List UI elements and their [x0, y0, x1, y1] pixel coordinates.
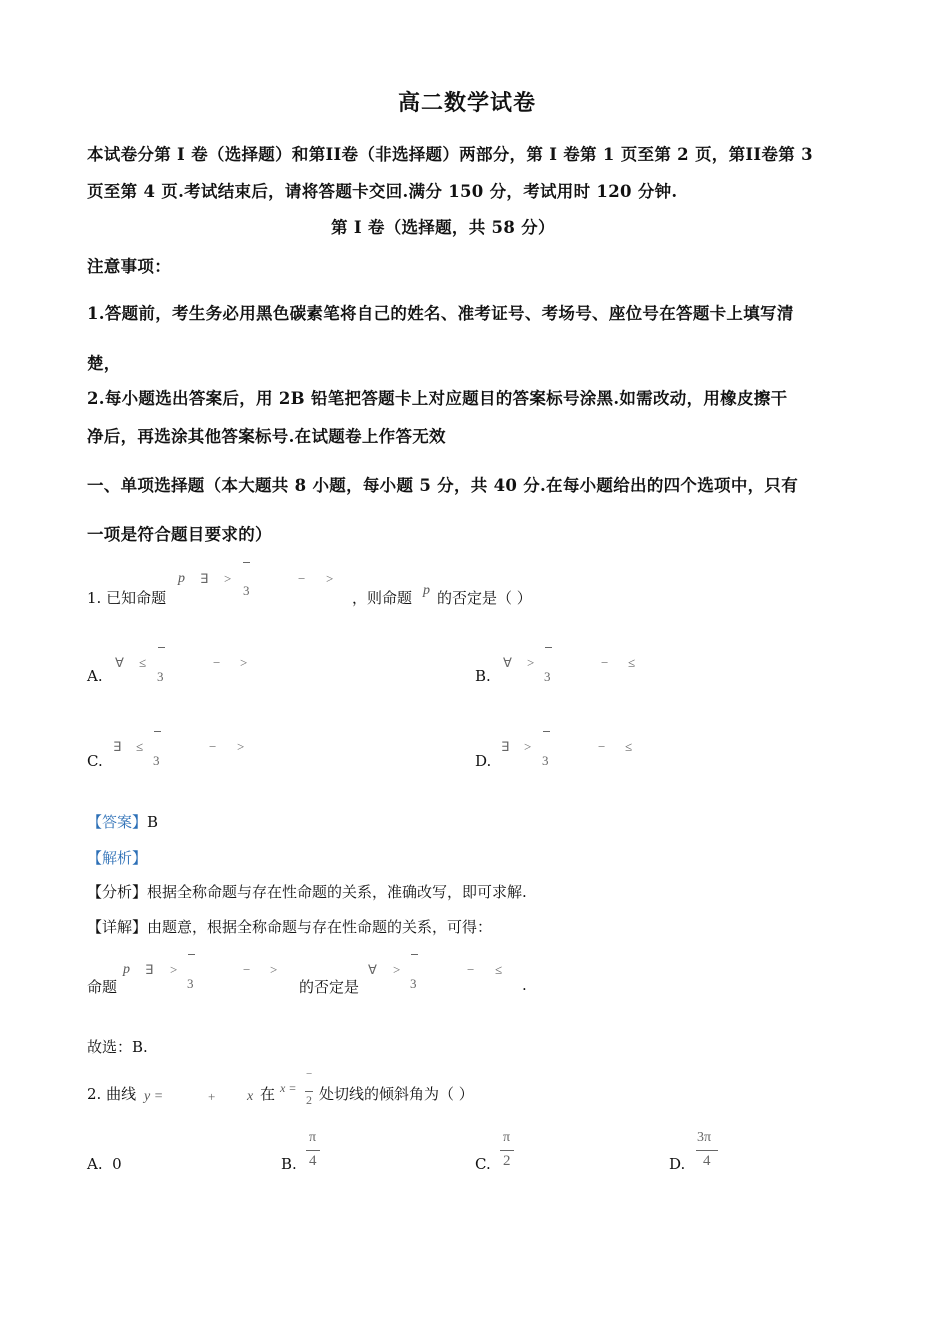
q1-math-three: 3	[243, 583, 250, 598]
q2-suffix: 处切线的倾斜角为（ ）	[319, 1085, 474, 1103]
q1-b-le: ≤	[628, 655, 636, 670]
note-1-line-2: 楚，	[87, 354, 121, 373]
detail-gt: >	[170, 962, 178, 977]
detail-foudingshi: 的否定是	[299, 978, 360, 996]
q1-d-three: 3	[542, 753, 549, 768]
analysis-tag: 【解析】	[87, 849, 148, 867]
q2-c-num: π	[503, 1130, 511, 1145]
q1-a-le: ≤	[139, 655, 147, 670]
q2-fraction-bar	[305, 1091, 313, 1092]
q2-plus: +	[208, 1089, 216, 1104]
q2-option-a-value: 0	[112, 1155, 122, 1173]
q1-d-le: ≤	[625, 739, 633, 754]
notes-heading: 注意事项：	[87, 257, 171, 276]
q2-minus: −	[306, 1068, 313, 1080]
q1-math-fraction-bar	[243, 562, 250, 563]
fenxi-tag: 【分析】	[87, 883, 148, 901]
q2-x: x	[247, 1089, 254, 1104]
q2-option-a	[87, 1155, 122, 1173]
q2-option-a-label: A.	[87, 1155, 103, 1173]
detail-le: ≤	[495, 962, 503, 977]
q2-two: 2	[306, 1093, 312, 1107]
q1-math-dash: −	[298, 571, 306, 586]
q2-b-fraction-bar	[306, 1150, 320, 1151]
q2-d-num: 3π	[697, 1130, 712, 1145]
note-2-line-1: 2.每小题选出答案后，用 2B 铅笔把答题卡上对应题目的答案标号涂黑.如需改动，用橡皮擦干	[87, 389, 788, 408]
q1-math-p: p	[178, 571, 185, 586]
q1-a-forall: ∀	[115, 655, 124, 670]
detail-mingti: 命题	[87, 978, 118, 996]
q1-math-exists: ∃	[200, 571, 209, 586]
q1-c-fraction-bar	[154, 731, 161, 732]
q1-b-three: 3	[544, 669, 551, 684]
detail-p: p	[123, 962, 130, 977]
note-1-line-1: 1.答题前，考生务必用黑色碳素笔将自己的姓名、准考证号、考场号、座位号在答题卡上填写清	[87, 304, 794, 323]
answer-tag: 【答案】	[87, 813, 148, 831]
q1-a-gt: >	[240, 655, 248, 670]
detail-three: 3	[187, 976, 194, 991]
q1-prefix: 1. 已知命题	[87, 589, 167, 607]
q1-c-exists: ∃	[113, 739, 122, 754]
q1-math-p-2: p	[423, 583, 430, 598]
intro-line-2: 页至第 4 页.考试结束后，请将答题卡交回.满分 150 分，考试用时 120 分钟.	[87, 182, 678, 201]
detail-three-2: 3	[410, 976, 417, 991]
q1-option-c-label: C.	[87, 752, 103, 770]
q1-middle: ，则命题	[352, 589, 413, 607]
guxuan: 故选：B.	[87, 1038, 148, 1056]
q1-d-fraction-bar	[543, 731, 550, 732]
xiangjie-tag: 【详解】	[87, 918, 148, 936]
detail-dash-2: −	[467, 962, 475, 977]
fenxi-row	[87, 881, 527, 902]
q2-prefix: 2. 曲线	[87, 1085, 137, 1103]
note-2-line-2: 净后，再选涂其他答案标号.在试题卷上作答无效	[87, 427, 446, 446]
q2-c-den: 2	[503, 1153, 511, 1169]
q1-b-forall: ∀	[503, 655, 512, 670]
part1-heading: 第 I 卷（选择题，共 58 分）	[331, 218, 555, 237]
detail-gt-3: >	[393, 962, 401, 977]
q2-y-eq: y =	[144, 1089, 164, 1104]
q2-x-eq: x =	[280, 1081, 297, 1095]
intro-line-1: 本试卷分第 I 卷（选择题）和第II卷（非选择题）两部分，第 I 卷第 1 页至第 2 页，第II卷第 3	[87, 145, 813, 164]
q1-c-dash: −	[209, 739, 217, 754]
q1-math-gt: >	[224, 571, 232, 586]
q1-d-gt: >	[524, 739, 532, 754]
q1-d-exists: ∃	[501, 739, 510, 754]
page-title: 高二数学试卷	[398, 90, 537, 116]
q2-option-c-label: C.	[475, 1155, 491, 1173]
q2-option-d-label: D.	[669, 1155, 686, 1173]
q2-d-fraction-bar	[696, 1150, 718, 1151]
detail-fraction-bar-1	[188, 954, 195, 955]
q1-b-gt: >	[527, 655, 535, 670]
q1-c-three: 3	[153, 753, 160, 768]
q1-a-fraction-bar	[158, 647, 165, 648]
q2-b-den: 4	[309, 1153, 317, 1169]
detail-gt-2: >	[270, 962, 278, 977]
q1-a-dash: −	[213, 655, 221, 670]
q1-c-gt: >	[237, 739, 245, 754]
q1-a-three: 3	[157, 669, 164, 684]
detail-dash: −	[243, 962, 251, 977]
q2-d-den: 4	[703, 1153, 711, 1169]
q1-option-d-label: D.	[475, 752, 492, 770]
q1-d-dash: −	[598, 739, 606, 754]
detail-exists: ∃	[145, 962, 154, 977]
q1-b-dash: −	[601, 655, 609, 670]
section-1-line-2: 一项是符合题目要求的）	[87, 525, 272, 544]
q2-c-fraction-bar	[500, 1150, 514, 1151]
q2-b-num: π	[309, 1130, 317, 1145]
q1-c-le: ≤	[136, 739, 144, 754]
q2-option-b-label: B.	[281, 1155, 297, 1173]
q1-answer-row	[87, 811, 158, 832]
answer-value: B	[147, 813, 159, 831]
section-1-line-1: 一、单项选择题（本大题共 8 小题，每小题 5 分，共 40 分.在每小题给出的四个选项中，只有	[87, 476, 799, 495]
q1-option-b-label: B.	[475, 667, 491, 685]
q1-math-gt-2: >	[326, 571, 334, 586]
q2-zai: 在	[260, 1085, 276, 1103]
xiangjie-row	[87, 916, 492, 937]
q1-b-fraction-bar	[545, 647, 552, 648]
fenxi-text: 根据全称命题与存在性命题的关系，准确改写，即可求解.	[147, 883, 527, 901]
q1-suffix: 的否定是（ ）	[437, 589, 532, 607]
q1-option-a-label: A.	[87, 667, 103, 685]
detail-forall: ∀	[368, 962, 377, 977]
xiangjie-text: 由题意，根据全称命题与存在性命题的关系，可得：	[147, 918, 493, 936]
detail-fraction-bar-2	[411, 954, 418, 955]
detail-period: .	[522, 976, 527, 994]
